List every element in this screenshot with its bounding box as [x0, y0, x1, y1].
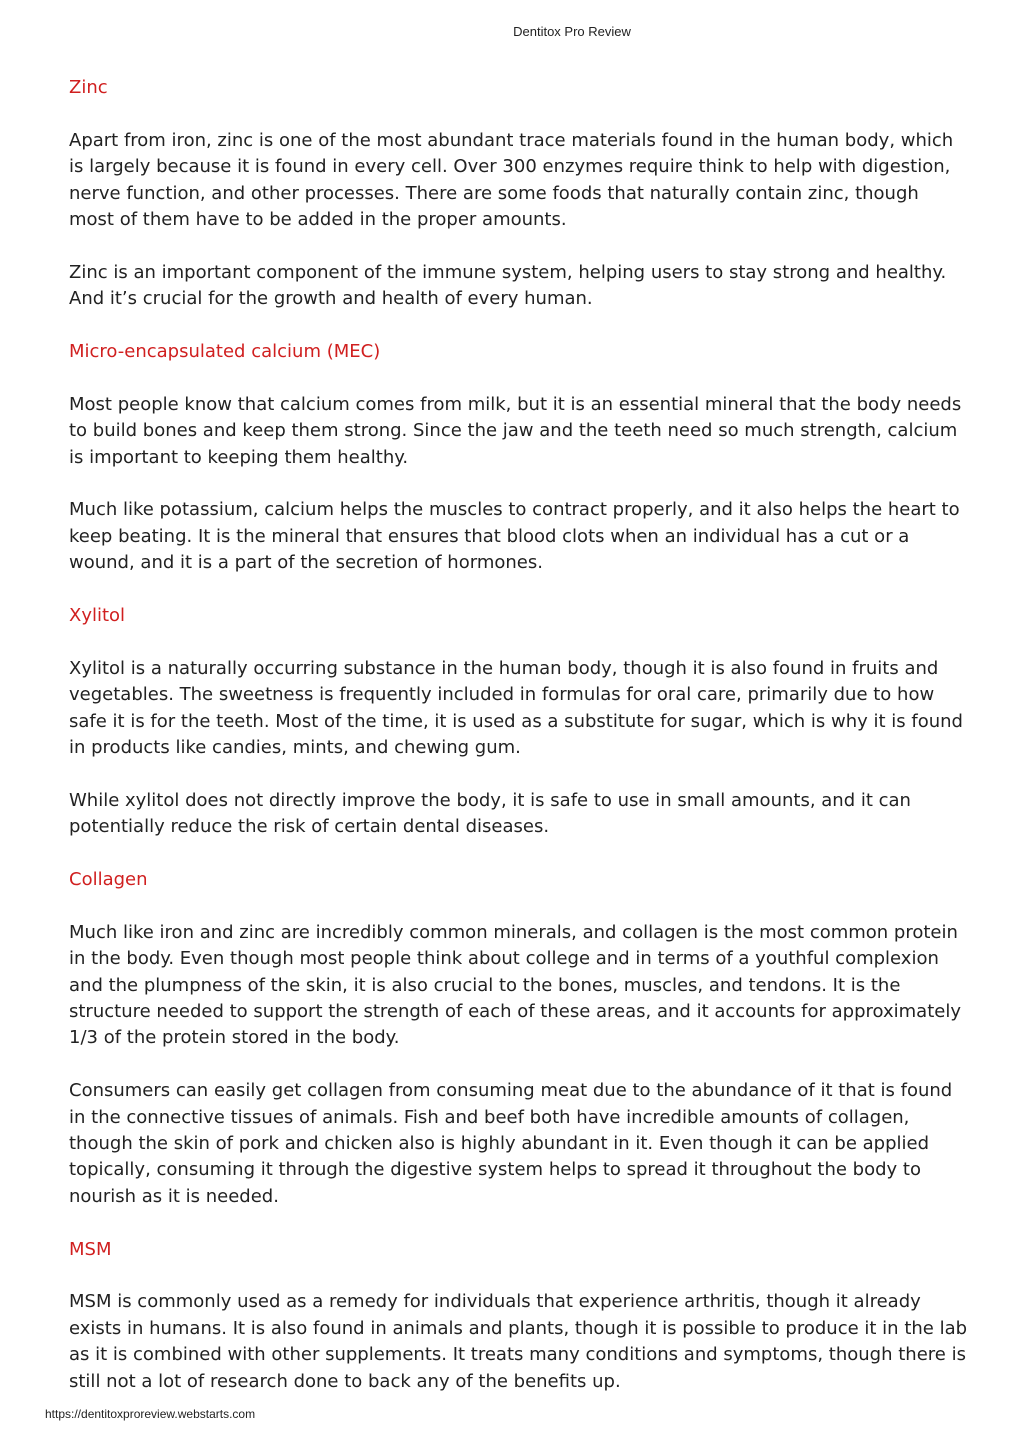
- section-heading-zinc: Zinc: [69, 77, 108, 98]
- page-header: Dentitox Pro Review: [513, 24, 631, 39]
- paragraph: Xylitol is a naturally occurring substance in the human body, though it is also found in fruits and vegetables. The sweetness is frequently included in formulas for oral care, primarily due to how safe it is for the teeth. Most of the time, it is used as a substitute for sugar, which is why it is found in products like candies, mints, and chewing gum.: [69, 657, 963, 759]
- paragraph: Much like iron and zinc are incredibly common minerals, and collagen is the most common protein in the body. Even though most people think about college and in terms of a youthful complexion and the plumpness of the skin, it is also crucial to the bones, muscles, and tendons. It is the structure needed to support the strength of each of these areas, and it accounts for approximately 1/3 of the protein stored in the body.: [69, 921, 961, 1049]
- paragraph: Zinc is an important component of the immune system, helping users to stay strong and healthy. And it’s crucial for the growth and health of every human.: [69, 261, 947, 310]
- paragraph: Apart from iron, zinc is one of the most abundant trace materials found in the human body, which is largely because it is found in every cell. Over 300 enzymes require think to help with digestion, nerve function, and other processes. There are some foods that naturally contain zinc, though most of them have to be added in the proper amounts.: [69, 129, 954, 231]
- footer-url: https://dentitoxproreview.webstarts.com: [45, 1407, 256, 1421]
- article-body: [69, 75, 969, 1422]
- section-heading-xylitol: Xylitol: [69, 605, 126, 627]
- paragraph: Consumers can easily get collagen from consuming meat due to the abundance of it that is found in the connective tissues of animals. Fish and beef both have incredible amounts of collagen, though the skin of pork and chicken also is highly abundant in it. Even though it can be applied topically, consuming it through the digestive system helps to spread it throughout the body to nourish as it is needed.: [69, 1080, 953, 1207]
- paragraph: MSM is commonly used as a remedy for individuals that experience arthritis, though it already exists in humans. It is also found in animals and plants, though it is possible to produce it in the lab as it is combined with other supplements. It treats many conditions and symptoms, though there is still not a lot of research done to back any of the benefits up.: [69, 1291, 968, 1392]
- section-heading-mec: Micro-encapsulated calcium (MEC): [69, 341, 381, 363]
- paragraph: While xylitol does not directly improve the body, it is safe to use in small amounts, and it can potentially reduce the risk of certain dental diseases.: [69, 789, 911, 838]
- paragraph: Most people know that calcium comes from milk, but it is an essential mineral that the body needs to build bones and keep them strong. Since the jaw and the teeth need so much strength, calcium is important to keeping them healthy.: [69, 393, 962, 468]
- section-heading-msm: MSM: [69, 1238, 112, 1260]
- section-heading-collagen: Collagen: [69, 869, 148, 891]
- paragraph: Much like potassium, calcium helps the muscles to contract properly, and it also helps the heart to keep beating. It is the mineral that ensures that blood clots when an individual has a cut or a wound, and it is a part of the secretion of hormones.: [69, 499, 960, 574]
